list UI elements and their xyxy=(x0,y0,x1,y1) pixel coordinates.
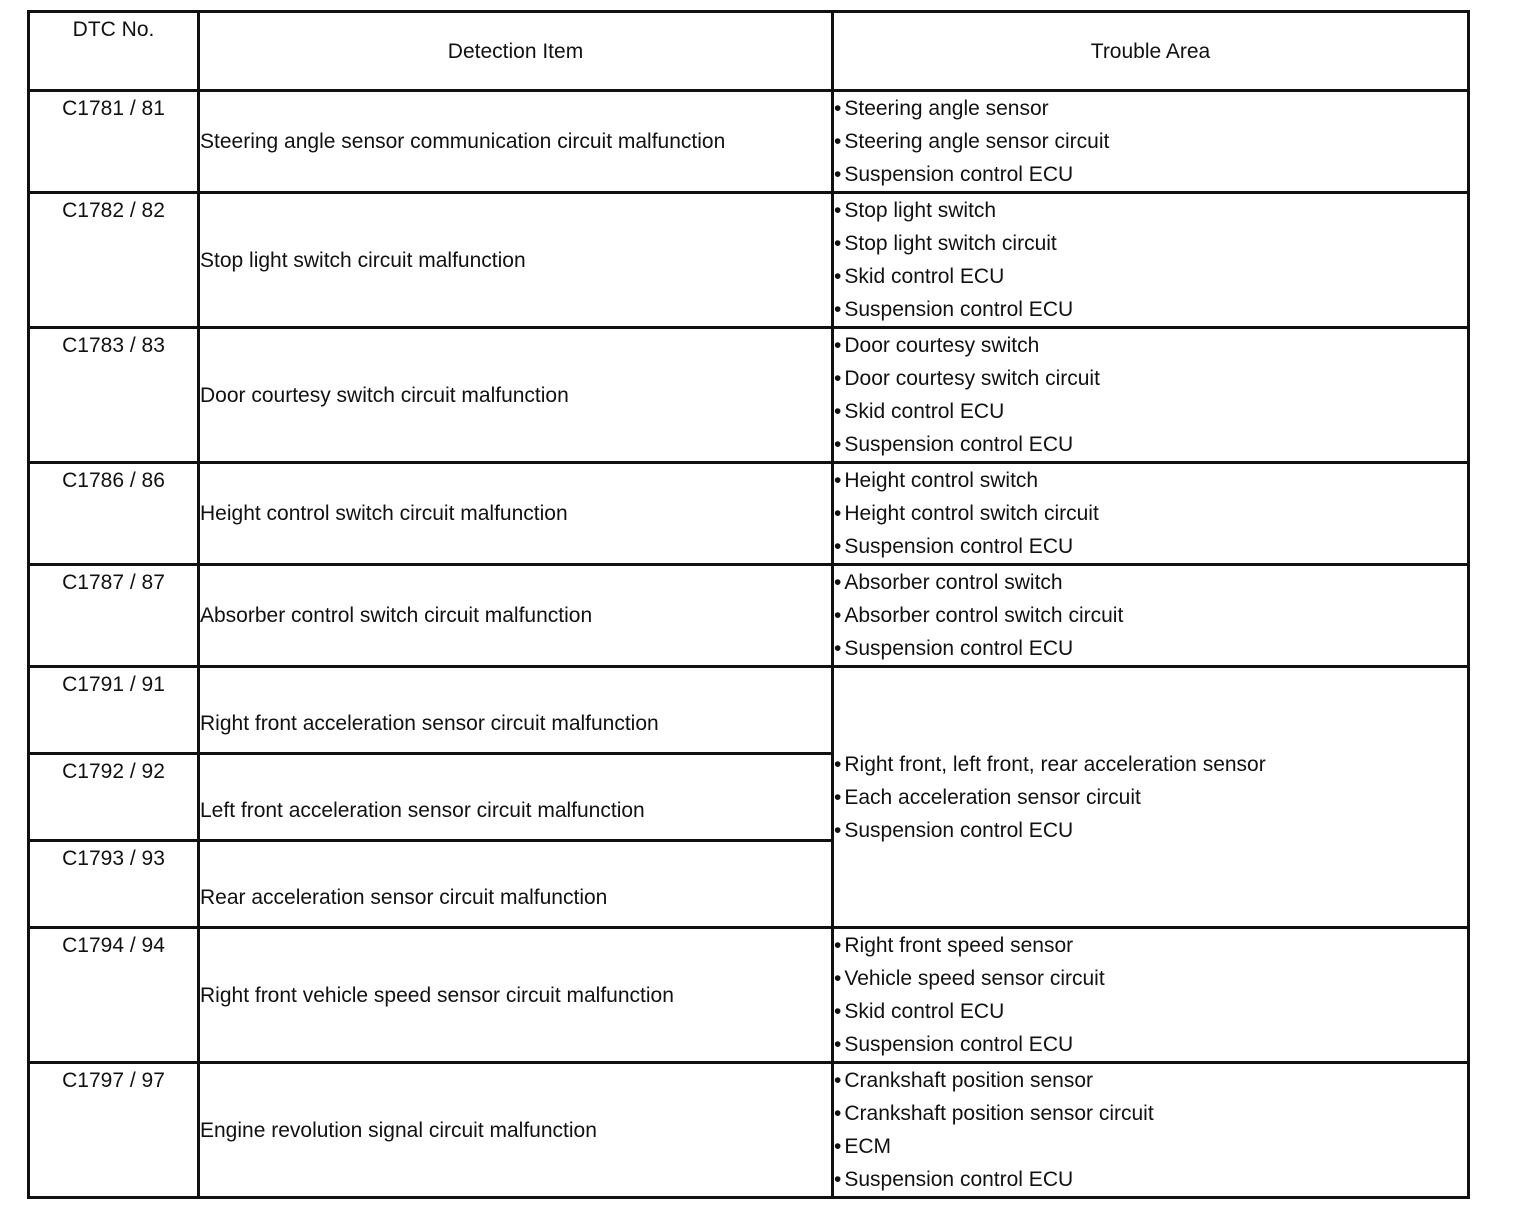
detection-item: Right front acceleration sensor circuit malfunction xyxy=(199,667,833,754)
detection-item: Stop light switch circuit malfunction xyxy=(199,193,833,328)
trouble-item: • Skid control ECU xyxy=(834,395,1467,428)
trouble-item: • Absorber control switch circuit xyxy=(834,599,1467,632)
trouble-item: • Suspension control ECU xyxy=(834,1163,1467,1196)
table-row xyxy=(29,328,1469,463)
trouble-item: • Suspension control ECU xyxy=(834,1028,1467,1061)
trouble-item: • Steering angle sensor circuit xyxy=(834,125,1467,158)
trouble-area xyxy=(833,463,1469,565)
header-detection-item: Detection Item xyxy=(199,12,833,91)
trouble-area xyxy=(833,193,1469,328)
trouble-item: • ECM xyxy=(834,1130,1467,1163)
dtc-code: C1781 / 81 xyxy=(29,91,199,193)
dtc-code: C1783 / 83 xyxy=(29,328,199,463)
trouble-item: • Absorber control switch xyxy=(834,566,1467,599)
trouble-item: • Height control switch xyxy=(834,464,1467,497)
trouble-area xyxy=(833,667,1469,928)
trouble-item: • Suspension control ECU xyxy=(834,530,1467,563)
trouble-item: • Height control switch circuit xyxy=(834,497,1467,530)
trouble-item: • Stop light switch circuit xyxy=(834,227,1467,260)
table-row xyxy=(29,193,1469,328)
trouble-item: • Crankshaft position sensor xyxy=(834,1064,1467,1097)
detection-item: Steering angle sensor communication circuit malfunction xyxy=(199,91,833,193)
detection-item: Door courtesy switch circuit malfunction xyxy=(199,328,833,463)
dtc-table xyxy=(27,10,1470,1199)
dtc-code: C1792 / 92 xyxy=(29,754,199,841)
table-row xyxy=(29,667,1469,754)
table-row xyxy=(29,91,1469,193)
trouble-area xyxy=(833,328,1469,463)
detection-item: Engine revolution signal circuit malfunction xyxy=(199,1063,833,1198)
dtc-code: C1787 / 87 xyxy=(29,565,199,667)
trouble-area xyxy=(833,1063,1469,1198)
dtc-code: C1797 / 97 xyxy=(29,1063,199,1198)
detection-item: Right front vehicle speed sensor circuit malfunction xyxy=(199,928,833,1063)
trouble-item: • Suspension control ECU xyxy=(834,158,1467,191)
trouble-item: • Each acceleration sensor circuit xyxy=(834,781,1467,814)
trouble-item: • Vehicle speed sensor circuit xyxy=(834,962,1467,995)
detection-item: Left front acceleration sensor circuit malfunction xyxy=(199,754,833,841)
trouble-item: • Skid control ECU xyxy=(834,995,1467,1028)
detection-item: Absorber control switch circuit malfunction xyxy=(199,565,833,667)
header-dtc-no: DTC No. xyxy=(29,12,199,91)
dtc-code: C1794 / 94 xyxy=(29,928,199,1063)
table-row xyxy=(29,565,1469,667)
table-row xyxy=(29,928,1469,1063)
trouble-item: • Crankshaft position sensor circuit xyxy=(834,1097,1467,1130)
trouble-item: • Stop light switch xyxy=(834,194,1467,227)
trouble-item: • Suspension control ECU xyxy=(834,814,1467,847)
dtc-code: C1793 / 93 xyxy=(29,841,199,928)
detection-item: Height control switch circuit malfunction xyxy=(199,463,833,565)
trouble-item: • Right front, left front, rear acceleration sensor xyxy=(834,748,1467,781)
trouble-area xyxy=(833,91,1469,193)
detection-item: Rear acceleration sensor circuit malfunction xyxy=(199,841,833,928)
trouble-item: • Suspension control ECU xyxy=(834,632,1467,665)
dtc-code: C1791 / 91 xyxy=(29,667,199,754)
trouble-item: • Door courtesy switch circuit xyxy=(834,362,1467,395)
trouble-item: • Door courtesy switch xyxy=(834,329,1467,362)
trouble-area xyxy=(833,928,1469,1063)
dtc-code: C1786 / 86 xyxy=(29,463,199,565)
trouble-item: • Suspension control ECU xyxy=(834,428,1467,461)
trouble-item: • Skid control ECU xyxy=(834,260,1467,293)
table-row xyxy=(29,1063,1469,1198)
trouble-item: • Right front speed sensor xyxy=(834,929,1467,962)
table-row xyxy=(29,463,1469,565)
trouble-item: • Suspension control ECU xyxy=(834,293,1467,326)
dtc-code: C1782 / 82 xyxy=(29,193,199,328)
header-trouble-area: Trouble Area xyxy=(833,12,1469,91)
header-row xyxy=(29,12,1469,91)
trouble-item: • Steering angle sensor xyxy=(834,92,1467,125)
trouble-area xyxy=(833,565,1469,667)
